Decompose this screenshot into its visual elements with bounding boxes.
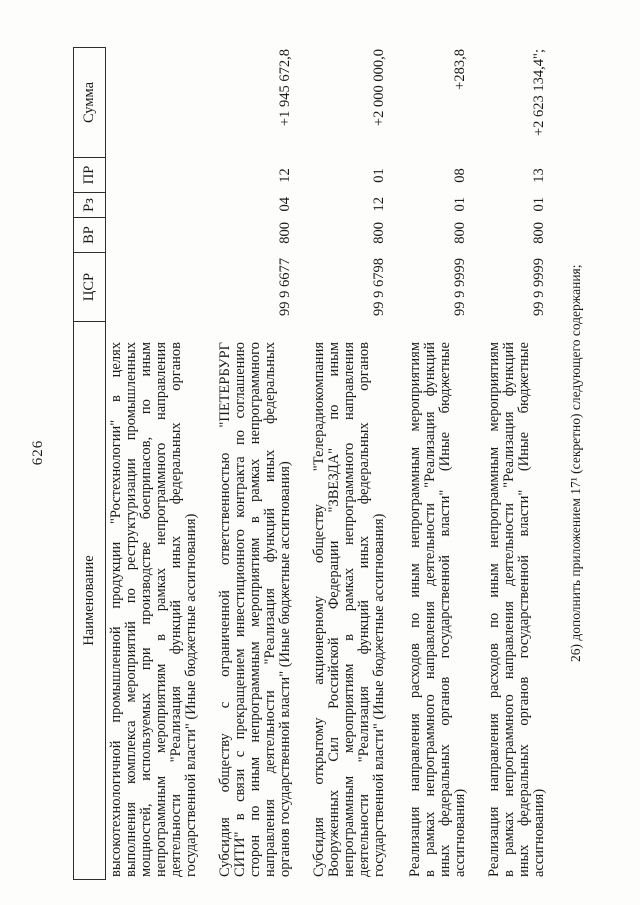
row-name-line: Вооруженных Сил Российской Федерации "ЗВЕЗДА" по иным <box>326 342 342 877</box>
page-number: 626 <box>30 439 46 466</box>
closing-amendment-line: 26) дополнить приложением 17¹ (секретно) следующего содержания; <box>568 264 583 662</box>
row-name-line: направления деятельности "Реализация функций иных федеральных <box>262 342 278 877</box>
row-sum-cell: +2 000 000,0 <box>371 49 387 127</box>
row-name-line: Субсидия открытому акционерному обществу "Телерадиокомпания <box>311 342 327 877</box>
row-name-cell <box>218 322 293 880</box>
row-name-line: в рамках непрограммного направления деятельности "Реализация функций <box>422 342 438 877</box>
row-rz-cell: 01 <box>452 197 468 212</box>
row-vr-cell: 800 <box>452 222 468 244</box>
table-row <box>312 47 387 880</box>
column-header-rz: Рз <box>74 192 105 217</box>
row-name-line: высокотехнологичной промышленной продукции "Ростехнологии" в целях <box>108 342 124 877</box>
row-csr-cell: 99 9 6798 <box>371 258 387 316</box>
row-name-line: деятельности "Реализация функций иных федеральных органов <box>168 342 184 877</box>
row-name-line: государственной власти" (Иные бюджетные ассигнования) <box>371 513 387 877</box>
row-vr-cell: 800 <box>277 222 293 244</box>
row-name-cell <box>109 322 199 880</box>
row-name-line: иных федеральных органов государственной власти" (Иные бюджетные <box>516 342 532 877</box>
table-row <box>487 47 547 880</box>
row-sum-cell: +2 623 134,4"; <box>531 49 547 136</box>
row-rz-cell: 04 <box>277 197 293 212</box>
table-row <box>218 47 293 880</box>
row-name-cell <box>312 322 387 880</box>
row-csr-cell: 99 9 9999 <box>531 258 547 316</box>
row-pr-cell: 08 <box>452 168 468 183</box>
row-vr-cell: 800 <box>371 222 387 244</box>
row-pr-cell: 01 <box>371 168 387 183</box>
row-name-line: мощностей, используемых при производстве боеприпасов, по иным <box>138 342 154 877</box>
row-rz-cell: 12 <box>371 197 387 212</box>
row-name-line: сторон по иным непрограммным мероприятиям в рамках непрограммного <box>247 342 263 877</box>
row-name-line: органов государственной власти" (Иные бюджетные ассигнования) <box>277 461 293 877</box>
row-rz-cell: 01 <box>531 197 547 212</box>
row-sum-cell: +1 945 672,8 <box>277 49 293 127</box>
row-name-line: в рамках непрограммного направления деятельности "Реализация функций <box>501 342 517 877</box>
row-name-cell <box>487 322 547 880</box>
row-pr-cell: 13 <box>531 168 547 183</box>
row-vr-cell: 800 <box>531 222 547 244</box>
row-name-line: иных федеральных органов государственной власти" (Иные бюджетные <box>437 342 453 877</box>
row-name-cell <box>408 322 468 880</box>
table-header-row <box>73 47 106 880</box>
column-header-vr: ВР <box>74 217 105 252</box>
column-header-csr: ЦСР <box>74 252 105 321</box>
row-name-line: деятельности "Реализация функций иных федеральных органов <box>356 342 372 877</box>
table-body <box>109 47 547 880</box>
row-csr-cell: 99 9 6677 <box>277 258 293 316</box>
row-name-line: Субсидия обществу с ограниченной ответственностью "ПЕТЕРБУРГ <box>217 342 233 877</box>
row-name-line: государственной власти" (Иные бюджетные ассигнования) <box>183 513 199 877</box>
row-name-line: ассигнования) <box>531 788 547 877</box>
column-header-pr: ПР <box>74 157 105 192</box>
budget-amendment-table <box>73 47 547 880</box>
table-row <box>109 47 199 880</box>
row-name-line: непрограммным мероприятиям в рамках непрограммного направления <box>341 342 357 877</box>
column-header-name: Наименование <box>74 321 105 879</box>
row-csr-cell: 99 9 9999 <box>452 258 468 316</box>
row-name-line: СИТИ" в связи с прекращением инвестиционного контракта по соглашению <box>232 342 248 877</box>
row-name-line: выполнения комплекса мероприятий по реструктуризации промышленных <box>123 342 139 877</box>
table-row <box>408 47 468 880</box>
row-name-line: ассигнования) <box>452 788 468 877</box>
row-name-line: непрограммным мероприятиям в рамках непрограммного направления <box>153 342 169 877</box>
row-name-line: Реализация направления расходов по иным непрограммным мероприятиям <box>407 342 423 877</box>
row-name-line: Реализация направления расходов по иным непрограммным мероприятиям <box>486 342 502 877</box>
row-pr-cell: 12 <box>277 168 293 183</box>
row-sum-cell: +283,8 <box>452 49 468 90</box>
column-header-sum: Сумма <box>81 81 97 124</box>
